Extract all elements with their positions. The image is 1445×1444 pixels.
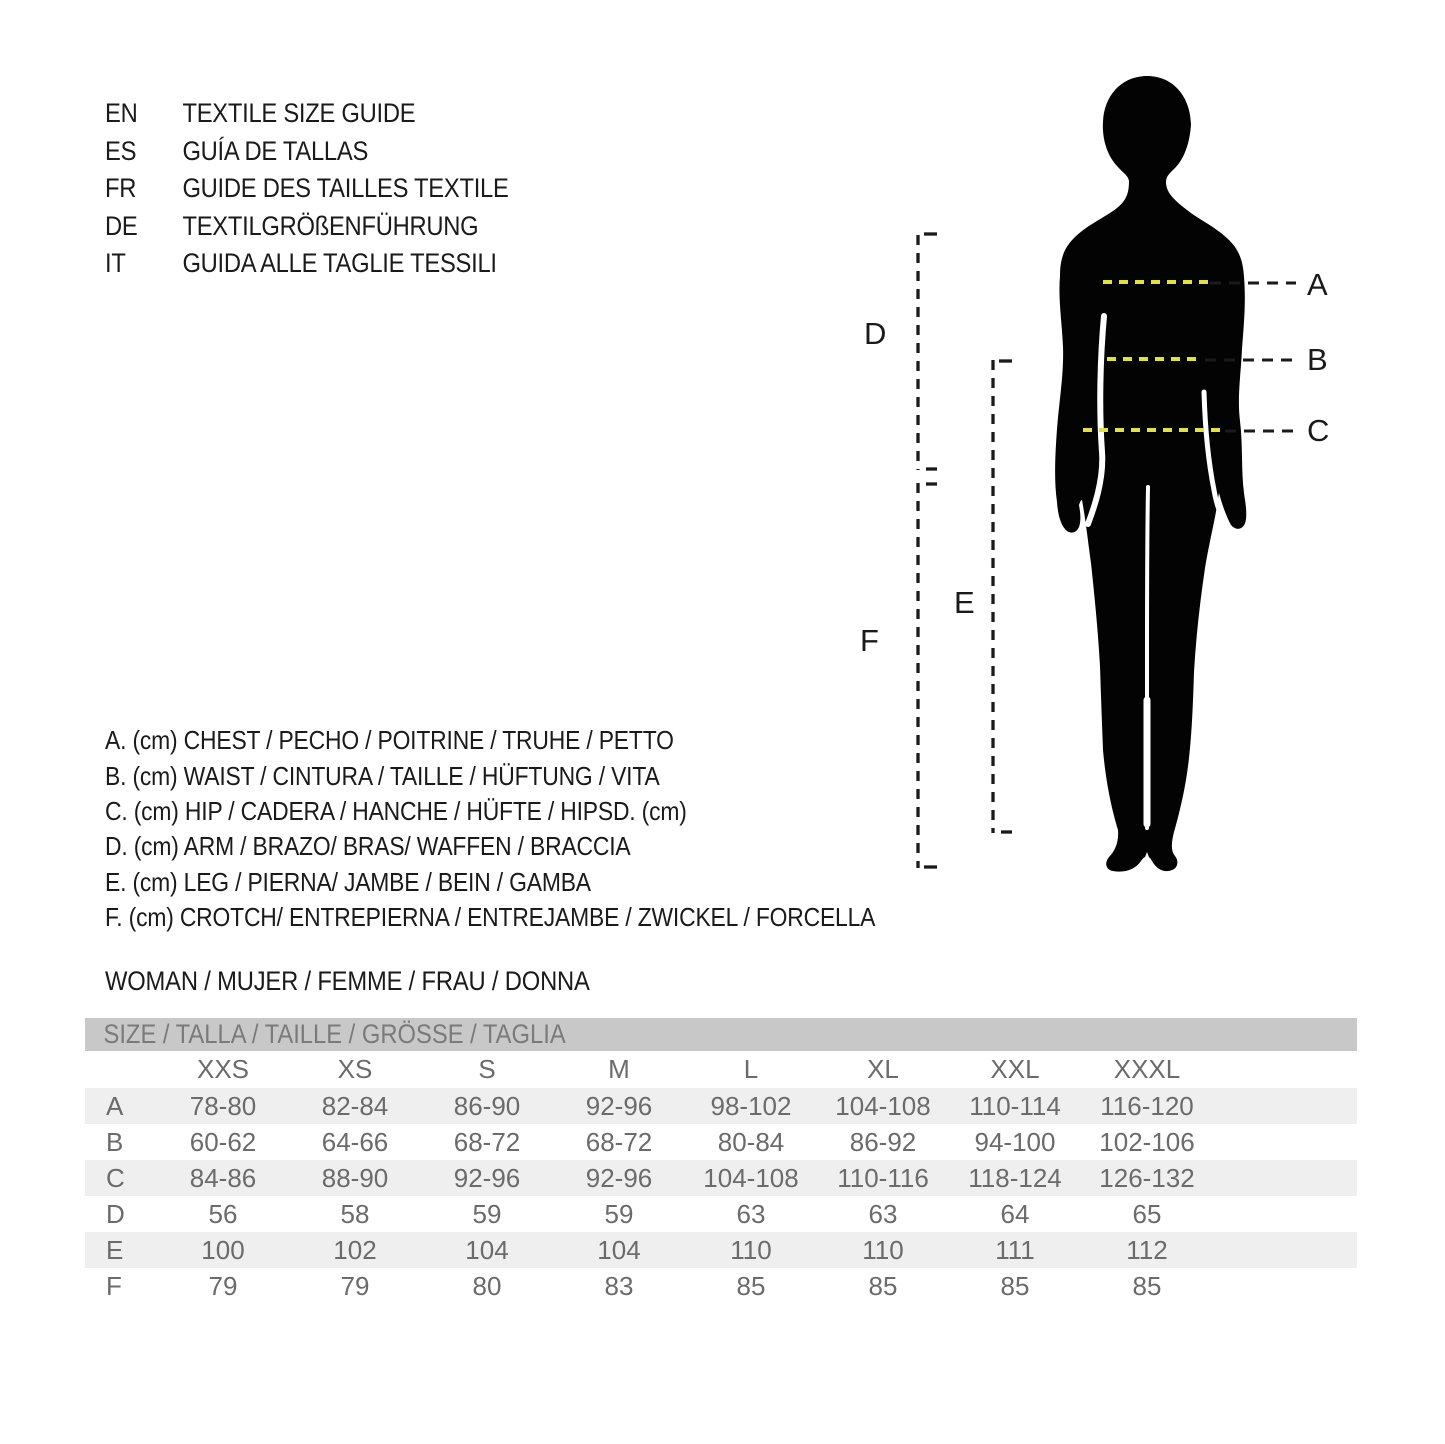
table-cell: 80-84 xyxy=(717,1126,785,1157)
table-cell: 82-84 xyxy=(321,1090,389,1121)
table-row xyxy=(85,1160,1357,1196)
row-label: B xyxy=(106,1126,124,1157)
language-code: DE xyxy=(105,210,138,241)
table-cell: 58 xyxy=(340,1198,370,1229)
table-cell: 104-108 xyxy=(703,1162,799,1193)
table-cell: 104 xyxy=(597,1234,641,1265)
language-title: GUIDE DES TAILLES TEXTILE xyxy=(182,173,509,204)
table-cell: 85 xyxy=(1000,1270,1030,1301)
table-cell: 112 xyxy=(1126,1234,1168,1265)
table-cell: 110 xyxy=(730,1234,772,1265)
measurement-definition: D. (cm) ARM / BRAZO/ BRAS/ WAFFEN / BRACCIA xyxy=(105,831,631,862)
woman-silhouette-graphic xyxy=(860,60,1360,890)
table-cell: 80 xyxy=(472,1270,502,1301)
size-header-cell: XXXL xyxy=(1113,1054,1181,1084)
table-cell: 64 xyxy=(1000,1198,1030,1229)
table-cell: 59 xyxy=(604,1198,634,1229)
table-cell: 88-90 xyxy=(321,1162,389,1193)
table-cell: 85 xyxy=(868,1270,898,1301)
language-code: IT xyxy=(105,248,126,279)
language-code: FR xyxy=(105,173,137,204)
table-cell: 79 xyxy=(340,1270,370,1301)
measure-label-c: C xyxy=(1307,413,1330,448)
table-row xyxy=(85,1124,1357,1160)
table-cell: 59 xyxy=(472,1198,502,1229)
size-header-cell: XXL xyxy=(990,1054,1040,1084)
measure-label-e: E xyxy=(954,585,975,620)
measurement-definition: B. (cm) WAIST / CINTURA / TAILLE / HÜFTUNG / VITA xyxy=(105,760,660,791)
language-row xyxy=(105,245,509,283)
table-cell: 116-120 xyxy=(1100,1090,1194,1121)
table-cell: 118-124 xyxy=(968,1162,1062,1193)
table-cell: 92-96 xyxy=(453,1162,521,1193)
table-cell: 110-114 xyxy=(969,1090,1061,1121)
row-label: C xyxy=(106,1162,125,1193)
language-code: ES xyxy=(105,135,137,166)
size-header-cell: XL xyxy=(867,1054,899,1084)
table-row xyxy=(85,1196,1357,1232)
table-cell: 100 xyxy=(201,1234,245,1265)
measure-label-d: D xyxy=(864,316,887,351)
table-cell: 86-90 xyxy=(453,1090,521,1121)
table-cell: 65 xyxy=(1132,1198,1162,1229)
table-cell: 64-66 xyxy=(321,1126,389,1157)
table-cell: 98-102 xyxy=(710,1090,792,1121)
language-title: TEXTILE SIZE GUIDE xyxy=(182,98,416,129)
size-header-cell: M xyxy=(608,1054,630,1084)
table-cell: 92-96 xyxy=(585,1162,653,1193)
table-cell: 102-106 xyxy=(1099,1126,1195,1157)
table-row xyxy=(85,1232,1357,1268)
measure-label-b: B xyxy=(1307,342,1328,377)
table-cell: 126-132 xyxy=(1099,1162,1195,1193)
measurement-definitions xyxy=(105,723,875,935)
row-label: D xyxy=(106,1198,125,1229)
table-cell: 84-86 xyxy=(189,1162,257,1193)
table-cell: 86-92 xyxy=(849,1126,917,1157)
size-header-cell: XXS xyxy=(196,1054,250,1084)
measurement-definition: A. (cm) CHEST / PECHO / POITRINE / TRUHE / PETTO xyxy=(105,725,674,756)
language-row xyxy=(105,208,509,246)
table-cell: 56 xyxy=(208,1198,238,1229)
size-table xyxy=(85,1018,1357,1304)
table-cell: 63 xyxy=(736,1198,766,1229)
table-cell: 104-108 xyxy=(835,1090,931,1121)
row-label: A xyxy=(106,1090,124,1121)
measure-label-a: A xyxy=(1307,267,1328,302)
size-table-body xyxy=(85,1088,1357,1304)
table-cell: 111 xyxy=(995,1234,1035,1265)
measurement-definition: C. (cm) HIP / CADERA / HANCHE / HÜFTE / HIPSD. (cm) xyxy=(105,795,687,826)
table-cell: 85 xyxy=(736,1270,766,1301)
measurement-figure xyxy=(860,60,1360,890)
measurement-definition: F. (cm) CROTCH/ ENTREPIERNA / ENTREJAMBE / ZWICKEL / FORCELLA xyxy=(105,902,876,933)
table-cell: 60-62 xyxy=(189,1126,257,1157)
table-row xyxy=(85,1088,1357,1124)
table-cell: 92-96 xyxy=(585,1090,653,1121)
size-header-cell: S xyxy=(478,1054,496,1084)
table-cell: 104 xyxy=(465,1234,509,1265)
table-cell: 94-100 xyxy=(974,1126,1056,1157)
table-cell: 102 xyxy=(333,1234,377,1265)
size-table-header-label: SIZE / TALLA / TAILLE / GRÖSSE / TAGLIA xyxy=(103,1019,566,1049)
body-silhouette-path xyxy=(1055,76,1246,872)
language-title-list xyxy=(105,95,509,283)
table-cell: 68-72 xyxy=(585,1126,653,1157)
language-row xyxy=(105,133,509,171)
row-label: E xyxy=(106,1234,124,1265)
table-cell: 85 xyxy=(1132,1270,1162,1301)
table-cell: 78-80 xyxy=(189,1090,257,1121)
size-header-cell: XS xyxy=(337,1054,373,1084)
table-cell: 63 xyxy=(868,1198,898,1229)
size-header-cell: L xyxy=(743,1054,759,1084)
measure-label-f: F xyxy=(860,623,879,658)
row-label: F xyxy=(106,1270,122,1301)
language-row xyxy=(105,170,509,208)
language-title: GUIDA ALLE TAGLIE TESSILI xyxy=(182,248,497,279)
measurement-definition: E. (cm) LEG / PIERNA/ JAMBE / BEIN / GAMBA xyxy=(105,866,591,897)
table-row xyxy=(85,1268,1357,1304)
table-cell: 79 xyxy=(208,1270,238,1301)
table-cell: 83 xyxy=(604,1270,634,1301)
gender-heading: WOMAN / MUJER / FEMME / FRAU / DONNA xyxy=(105,966,590,996)
language-title: GUÍA DE TALLAS xyxy=(182,135,369,166)
table-cell: 110 xyxy=(862,1234,904,1265)
language-code: EN xyxy=(105,98,138,129)
language-title: TEXTILGRÖßENFÜHRUNG xyxy=(182,210,479,241)
size-table-header xyxy=(85,1018,1357,1051)
size-header-row xyxy=(85,1051,1357,1088)
table-cell: 68-72 xyxy=(453,1126,521,1157)
language-row xyxy=(105,95,509,133)
table-cell: 110-116 xyxy=(837,1162,929,1193)
